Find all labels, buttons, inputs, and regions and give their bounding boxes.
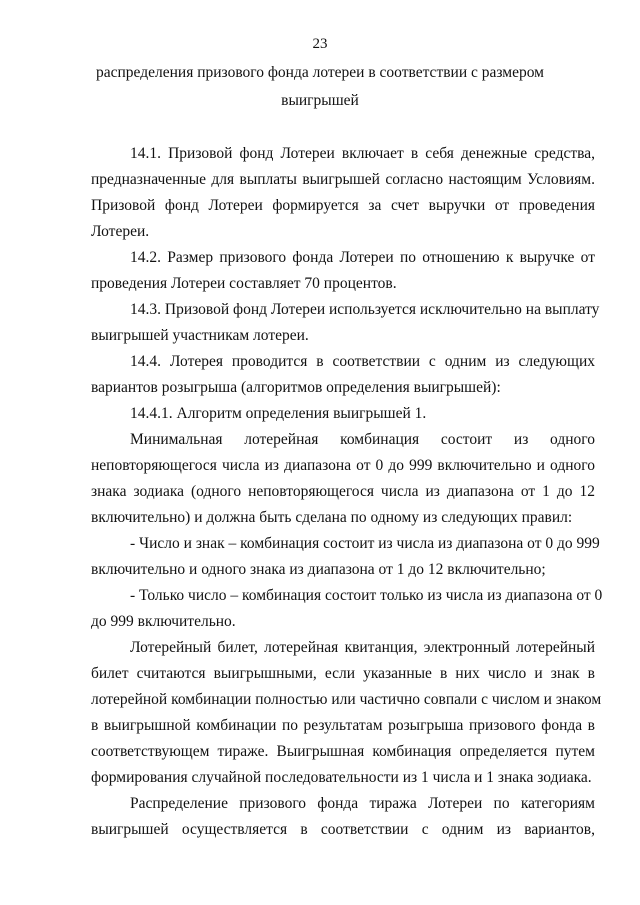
paragraph-line: в выигрышной комбинации по результатам розыгрыша призового фонда в [91, 717, 595, 734]
page-number: 23 [312, 36, 328, 52]
paragraph-line: формирования случайной последовательности из 1 числа и 1 знака зодиака. [91, 769, 592, 786]
paragraph-line: Лотереи. [91, 223, 150, 240]
paragraph-line: лотерейной комбинации полностью или частично совпали с числом и знаком [91, 691, 602, 708]
paragraph-line: 14.4. Лотерея проводится в соответствии с одним из следующих [130, 353, 595, 370]
paragraph-line: вариантов розыгрыша (алгоритмов определения выигрышей): [91, 379, 501, 396]
paragraph-line: Минимальная лотерейная комбинация состоит из одного [130, 431, 595, 448]
paragraph-line: 14.1. Призовой фонд Лотереи включает в себя денежные средства, [130, 145, 595, 162]
paragraph-line: билет считаются выигрышными, если указанные в них число и знак в [91, 665, 595, 682]
paragraph-line: включительно) и должна быть сделана по одному из следующих правил: [91, 509, 573, 526]
paragraph-line: Лотерейный билет, лотерейная квитанция, электронный лотерейный [130, 639, 595, 656]
section-title-line-1: распределения призового фонда лотереи в соответствии с размером [96, 64, 544, 81]
paragraph-line: выигрышей осуществляется в соответствии с одним из вариантов, [91, 821, 595, 838]
list-item-line: - Число и знак – комбинация состоит из числа из диапазона от 0 до 999 [130, 535, 600, 552]
paragraph-line: 14.2. Размер призового фонда Лотереи по отношению к выручке от [130, 249, 595, 266]
paragraph-line: предназначенные для выплаты выигрышей согласно настоящим Условиям. [91, 171, 595, 188]
paragraph-line: Распределение призового фонда тиража Лотереи по категориям [130, 795, 595, 812]
paragraph-line: соответствующем тираже. Выигрышная комбинация определяется путем [91, 743, 595, 760]
section-title-line-2: выигрышей [281, 92, 359, 109]
paragraph-line: Призовой фонд Лотереи формируется за счет выручки от проведения [91, 197, 595, 214]
list-item-line: - Только число – комбинация состоит только из числа из диапазона от 0 [130, 587, 603, 604]
paragraph-line: знака зодиака (одного неповторяющегося числа из диапазона от 1 до 12 [91, 483, 595, 500]
paragraph-line: 14.3. Призовой фонд Лотереи используется исключительно на выплату [130, 301, 600, 318]
paragraph-line: неповторяющегося числа из диапазона от 0 до 999 включительно и одного [91, 457, 595, 474]
list-item-line: до 999 включительно. [91, 613, 236, 630]
subsection-heading: 14.4.1. Алгоритм определения выигрышей 1. [130, 405, 427, 422]
paragraph-line: проведения Лотереи составляет 70 процентов. [91, 275, 397, 292]
list-item-line: включительно и одного знака из диапазона от 1 до 12 включительно; [91, 561, 546, 578]
paragraph-line: выигрышей участникам лотереи. [91, 327, 309, 344]
